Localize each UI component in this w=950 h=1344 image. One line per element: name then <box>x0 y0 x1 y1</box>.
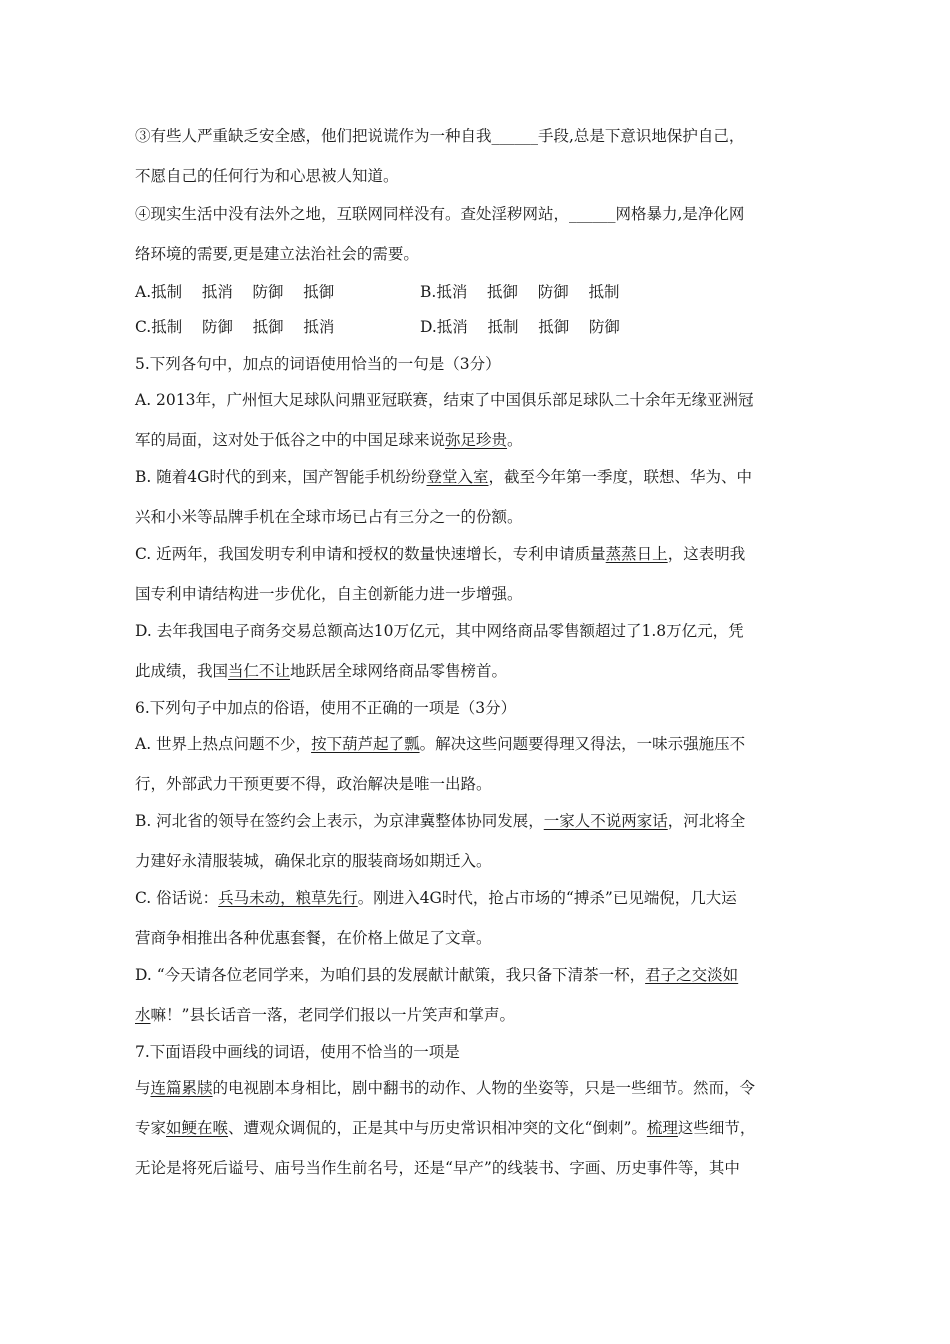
q7-term-2: 如鲠在喉 <box>166 1119 229 1137</box>
q7-stem: 7.下面语段中画线的词语，使用不恰当的一项是 <box>135 1043 460 1061</box>
q6-c-line2: 营商争相推出各种优惠套餐，在价格上做足了文章。 <box>135 929 492 947</box>
q4-item3-line1: ③有些人严重缺乏安全感，他们把说谎作为一种自我______手段,总是下意识地保护自己， <box>135 127 745 145</box>
q6-c-term: 兵马未动，粮草先行 <box>218 889 358 907</box>
q4-option-d: D.抵消 抵制 抵御 防御 <box>420 318 620 336</box>
q4-item4-line1: ④现实生活中没有法外之地，互联网同样没有。查处淫秽网站，______网格暴力,是净化网 <box>135 205 745 223</box>
q7-passage-line1: 与连篇累牍的电视剧本身相比，剧中翻书的动作、人物的坐姿等，只是一些细节。然而，令 <box>135 1079 756 1097</box>
q5-a-term: 弥足珍贵 <box>445 431 508 449</box>
q5-stem: 5.下列各句中，加点的词语使用恰当的一句是（3分） <box>135 355 501 373</box>
q5-b-line2: 兴和小米等品牌手机在全球市场已占有三分之一的份额。 <box>135 508 523 526</box>
q7-passage-line3: 无论是将死后谥号、庙号当作生前名号，还是“早产”的线装书、字画、历史事件等，其中 <box>135 1159 740 1177</box>
q5-a-line2: 军的局面，这对处于低谷之中的中国足球来说弥足珍贵。 <box>135 431 523 449</box>
q5-a-line1: A. 2013年，广州恒大足球队问鼎亚冠联赛，结束了中国俱乐部足球队二十余年无缘亚洲冠 <box>135 391 754 409</box>
q5-b-line1: B. 随着4G时代的到来，国产智能手机纷纷登堂入室，截至今年第一季度，联想、华为、中 <box>135 468 753 486</box>
q6-d-line1: D. “今天请各位老同学来，为咱们县的发展献计献策，我只备下清茶一杯，君子之交淡如 <box>135 966 739 984</box>
q4-option-a: A.抵制 抵消 防御 抵御 <box>135 283 335 301</box>
q4-item4-line2: 络环境的需要,更是建立法治社会的需要。 <box>135 245 419 263</box>
q6-a-term: 按下葫芦起了瓢 <box>311 735 420 753</box>
q4-option-c: C.抵制 防御 抵御 抵消 <box>135 318 335 336</box>
q6-b-line1: B. 河北省的领导在签约会上表示，为京津冀整体协同发展，一家人不说两家话，河北将全 <box>135 812 746 830</box>
q6-b-line2: 力建好永清服装城，确保北京的服装商场如期迁入。 <box>135 852 492 870</box>
q5-b-term: 登堂入室 <box>426 468 489 486</box>
q6-d-term-part1: 君子之交淡如 <box>645 966 739 984</box>
q6-d-line2: 水嘛！”县长话音一落，老同学们报以一片笑声和掌声。 <box>135 1006 515 1024</box>
q5-d-line1: D. 去年我国电子商务交易总额高达10万亿元，其中网络商品零售额超过了1.8万亿元，凭 <box>135 622 744 640</box>
q7-term-3: 梳理 <box>646 1119 678 1137</box>
q5-d-line2: 此成绩，我国当仁不让地跃居全球网络商品零售榜首。 <box>135 662 508 680</box>
q6-d-term-part2: 水 <box>135 1006 151 1024</box>
q7-term-1: 连篇累牍 <box>150 1079 213 1097</box>
q6-a-line2: 行，外部武力干预更要不得，政治解决是唯一出路。 <box>135 775 492 793</box>
q6-c-line1: C. 俗话说：兵马未动，粮草先行。刚进入4G时代，抢占市场的“搏杀”已见端倪，几大运 <box>135 889 737 907</box>
q5-c-line2: 国专利申请结构进一步优化，自主创新能力进一步增强。 <box>135 585 523 603</box>
q5-c-term: 蒸蒸日上 <box>605 545 668 563</box>
q6-a-line1: A. 世界上热点问题不少，按下葫芦起了瓢。解决这些问题要得理又得法，一味示强施压不 <box>135 735 746 753</box>
q6-b-term: 一家人不说两家话 <box>543 812 668 830</box>
q4-option-b: B.抵消 抵御 防御 抵制 <box>420 283 620 301</box>
q5-d-term: 当仁不让 <box>228 662 291 680</box>
q7-passage-line2: 专家如鲠在喉、遭观众调侃的，正是其中与历史常识相冲突的文化“倒刺”。梳理这些细节， <box>135 1119 756 1137</box>
q6-stem: 6.下列句子中加点的俗语，使用不正确的一项是（3分） <box>135 699 517 717</box>
q4-item3-line2: 不愿自己的任何行为和心思被人知道。 <box>135 167 399 185</box>
q5-c-line1: C. 近两年，我国发明专利申请和授权的数量快速增长，专利申请质量蒸蒸日上，这表明我 <box>135 545 746 563</box>
